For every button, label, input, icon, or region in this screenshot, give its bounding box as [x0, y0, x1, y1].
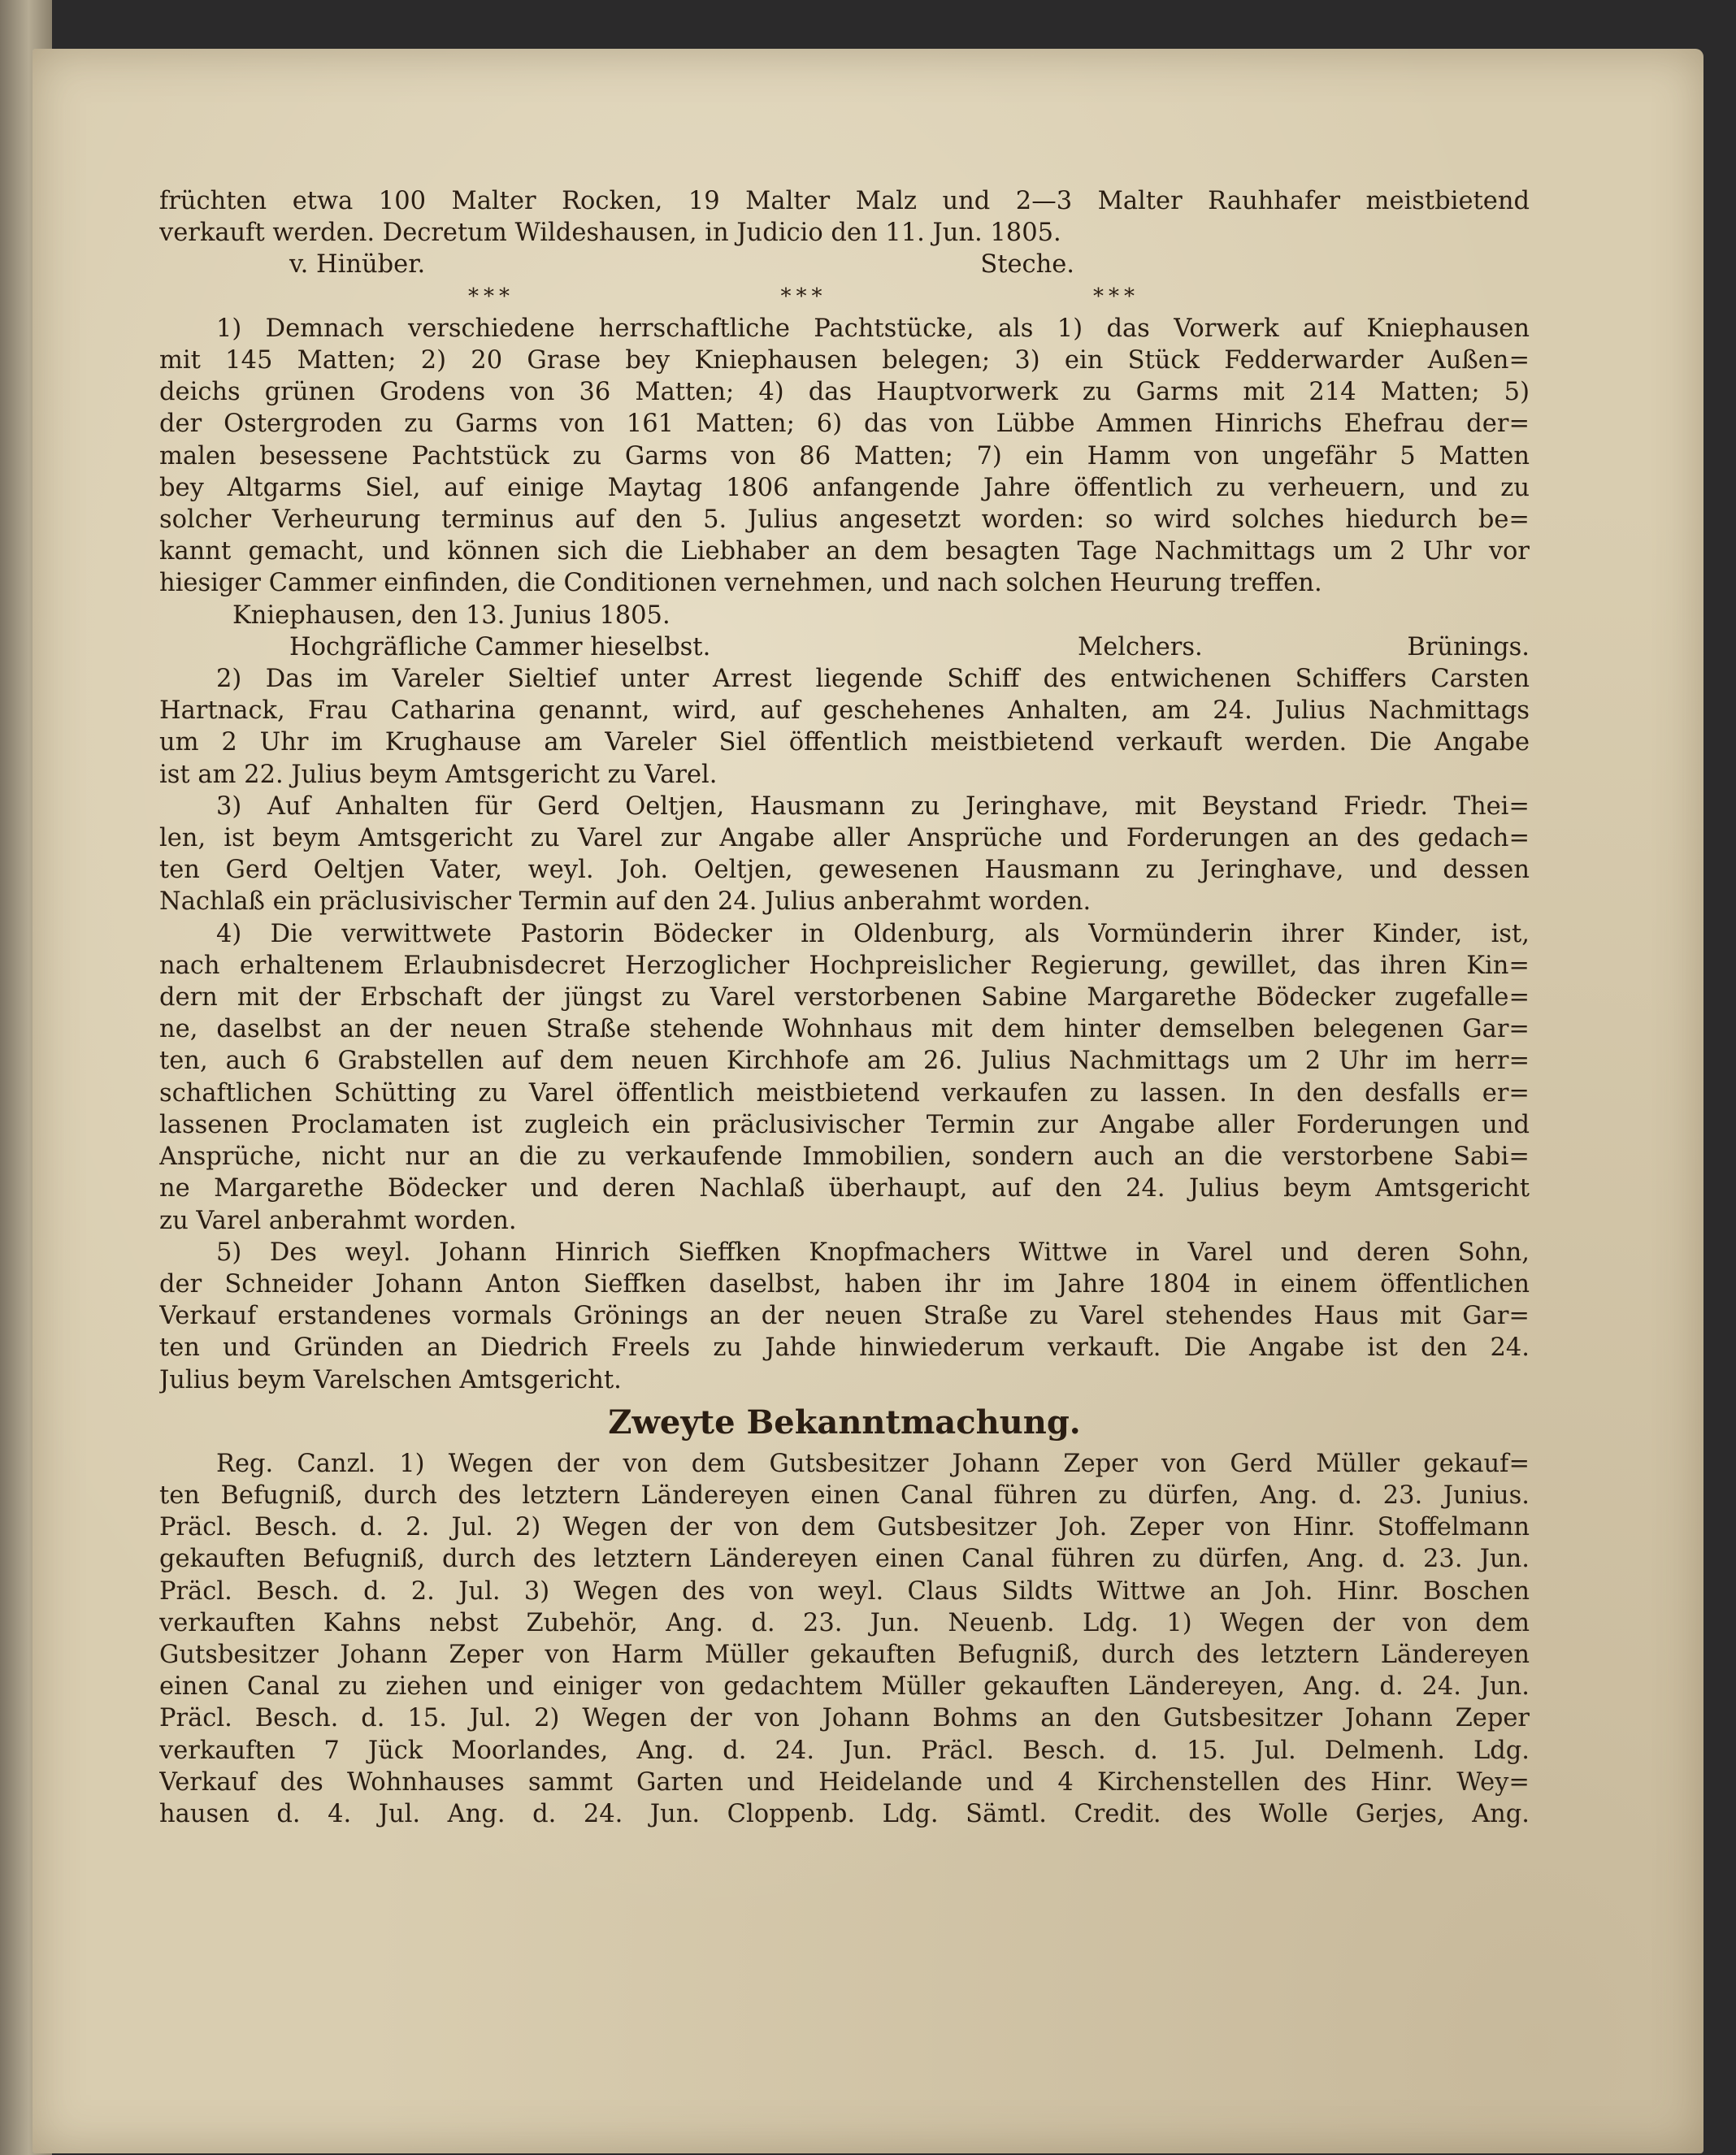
- text-line: 1) Demnach verschiedene herrschaftliche Pachtstücke, als 1) das Vorwerk auf Kniephausen: [216, 314, 1530, 343]
- text-line: malen besessene Pachtstück zu Garms von 86 Matten; 7) ein Hamm von ungefähr 5 Matten: [159, 441, 1530, 470]
- text-line: ist am 22. Julius beym Amtsgericht zu Varel.: [159, 760, 718, 789]
- signature-name: Melchers.: [1077, 632, 1203, 661]
- announcement-3: [159, 791, 1530, 918]
- text-line: einen Canal zu ziehen und einiger von gedachtem Müller gekauften Ländereyen, Ang. d. 24. Jun.: [159, 1672, 1530, 1702]
- text-line: 5) Des weyl. Johann Hinrich Sieffken Knopfmachers Wittwe in Varel und deren Sohn,: [216, 1238, 1530, 1267]
- text-line: Nachlaß ein präclusivischer Termin auf den 24. Julius anberahmt worden.: [159, 887, 1092, 917]
- text-line: um 2 Uhr im Krughause am Vareler Siel öffentlich meistbietend verkauft werden. Die Angabe: [159, 728, 1530, 757]
- text-line: nach erhaltenem Erlaubnisdecret Herzoglicher Hochpreislicher Regierung, gewillet, das ihren Kin=: [159, 951, 1530, 980]
- text-line: der Ostergroden zu Garms von 161 Matten; 6) das von Lübbe Ammen Hinrichs Ehefrau der=: [159, 410, 1530, 439]
- signature-name: Hochgräfliche Cammer hieselbst.: [289, 632, 711, 661]
- text-line: Präcl. Besch. d. 2. Jul. 2) Wegen der von dem Gutsbesitzer Joh. Zeper von Hinr. Stoffelmann: [159, 1513, 1530, 1542]
- asterism: ***: [1093, 284, 1139, 309]
- text-line: zu Varel anberahmt worden.: [159, 1206, 517, 1235]
- document-text: [159, 185, 1530, 1830]
- text-line: 3) Auf Anhalten für Gerd Oeltjen, Hausmann zu Jeringhave, mit Beystand Friedr. Thei=: [216, 791, 1530, 821]
- signature-name: Brünings.: [1407, 632, 1530, 661]
- announcement-5: [159, 1237, 1530, 1396]
- text-line: verkauft werden. Decretum Wildeshausen, in Judicio den 11. Jun. 1805.: [159, 219, 1061, 248]
- section-divider-stars: [159, 281, 1530, 313]
- text-line: deichs grünen Grodens von 36 Matten; 4) das Hauptvorwerk zu Garms mit 214 Matten; 5): [159, 378, 1530, 407]
- signature-name: v. Hinüber.: [289, 250, 426, 280]
- text-line: Hartnack, Frau Catharina genannt, wird, auf geschehenes Anhalten, am 24. Julius Nachmittags: [159, 696, 1530, 726]
- text-line: solcher Verheurung terminus auf den 5. Julius angesetzt worden: so wird solches hiedurch be=: [159, 505, 1530, 535]
- text-line: Verkauf des Wohnhauses sammt Garten und Heidelande und 4 Kirchenstellen des Hinr. Wey=: [159, 1767, 1530, 1797]
- announcement-second-notice: [159, 1448, 1530, 1830]
- asterism: ***: [780, 284, 827, 309]
- text-line: 4) Die verwittwete Pastorin Bödecker in Oldenburg, als Vormünderin ihrer Kinder, ist,: [216, 919, 1530, 948]
- text-line: verkauften 7 Jück Moorlandes, Ang. d. 24. Jun. Präcl. Besch. d. 15. Jul. Delmenh. Ldg.: [159, 1736, 1530, 1765]
- text-line: Präcl. Besch. d. 2. Jul. 3) Wegen des von weyl. Claus Sildts Wittwe an Joh. Hinr. Boschen: [159, 1576, 1530, 1606]
- announcement-1: [159, 313, 1530, 600]
- signature-name: Steche.: [980, 250, 1074, 280]
- text-line: mit 145 Matten; 2) 20 Grase bey Kniephausen belegen; 3) ein Stück Fedderwarder Außen=: [159, 346, 1530, 375]
- place-date: Kniephausen, den 13. Junius 1805.: [232, 601, 671, 630]
- text-line: ne Margarethe Bödecker und deren Nachlaß überhaupt, auf den 24. Julius beym Amtsgericht: [159, 1174, 1530, 1203]
- text-line: kannt gemacht, und können sich die Liebhaber an dem besagten Tage Nachmittags um 2 Uhr vor: [159, 537, 1530, 566]
- text-line: ten Befugniß, durch des letztern Ländereyen einen Canal führen zu dürfen, Ang. d. 23. Junius.: [159, 1481, 1530, 1510]
- text-line: Julius beym Varelschen Amtsgericht.: [159, 1365, 622, 1394]
- text-line: bey Altgarms Siel, auf einige Maytag 1806 anfangende Jahre öffentlich zu verheuern, und zu: [159, 473, 1530, 502]
- signature-block-2: [159, 631, 1530, 663]
- text-line: Präcl. Besch. d. 15. Jul. 2) Wegen der von Johann Bohms an den Gutsbesitzer Johann Zeper: [159, 1704, 1530, 1733]
- text-line: ten, auch 6 Grabstellen auf dem neuen Kirchhofe am 26. Julius Nachmittags um 2 Uhr im herr=: [159, 1047, 1530, 1076]
- announcement-2: [159, 663, 1530, 791]
- text-line: dern mit der Erbschaft der jüngst zu Varel verstorbenen Sabine Margarethe Bödecker zugefalle=: [159, 983, 1530, 1012]
- section-heading: Zweyte Bekanntmachung.: [608, 1403, 1081, 1442]
- text-line: ten Gerd Oeltjen Vater, weyl. Joh. Oeltjen, gewesenen Hausmann zu Jeringhave, und dessen: [159, 856, 1530, 885]
- text-line: verkauften Kahns nebst Zubehör, Ang. d. 23. Jun. Neuenb. Ldg. 1) Wegen der von dem: [159, 1608, 1530, 1637]
- text-line: len, ist beym Amtsgericht zu Varel zur Angabe aller Ansprüche und Forderungen an des gedach=: [159, 824, 1530, 853]
- signature-block-1: [159, 249, 1530, 280]
- text-line: Reg. Canzl. 1) Wegen der von dem Gutsbesitzer Johann Zeper von Gerd Müller gekauf=: [216, 1449, 1530, 1478]
- text-line: Verkauf erstandenes vormals Grönings an der neuen Straße zu Varel stehendes Haus mit Gar=: [159, 1302, 1530, 1331]
- text-line: ten und Gründen an Diedrich Freels zu Jahde hinwiederum verkauft. Die Angabe ist den 24.: [159, 1333, 1530, 1363]
- text-line: früchten etwa 100 Malter Rocken, 19 Malter Malz und 2—3 Malter Rauhhafer meistbietend: [159, 187, 1530, 215]
- text-line: schaftlichen Schütting zu Varel öffentlich meistbietend verkaufen zu lassen. In den desfalls er=: [159, 1078, 1530, 1108]
- asterism: ***: [468, 284, 514, 309]
- text-line: hausen d. 4. Jul. Ang. d. 24. Jun. Cloppenb. Ldg. Sämtl. Credit. des Wolle Gerjes, Ang.: [159, 1799, 1530, 1828]
- text-line: der Schneider Johann Anton Sieffken daselbst, haben ihr im Jahre 1804 in einem öffentlichen: [159, 1269, 1530, 1299]
- text-line: Ansprüche, nicht nur an die zu verkaufende Immobilien, sondern auch an die verstorbene Sabi=: [159, 1143, 1530, 1172]
- text-line: hiesiger Cammer einfinden, die Conditionen vernehmen, und nach solchen Heurung treffen.: [159, 569, 1322, 598]
- document-page: [33, 49, 1703, 2153]
- text-line: lassenen Proclamaten ist zugleich ein präclusivischer Termin zur Angabe aller Forderungen und: [159, 1110, 1530, 1139]
- text-line: 2) Das im Vareler Sieltief unter Arrest liegende Schiff des entwichenen Schiffers Carsten: [216, 665, 1530, 694]
- text-line: gekauften Befugniß, durch des letztern Ländereyen einen Canal führen zu dürfen, Ang. d. 23. Jun.: [159, 1545, 1530, 1574]
- text-line: ne, daselbst an der neuen Straße stehende Wohnhaus mit dem hinter demselben belegenen Gar=: [159, 1015, 1530, 1044]
- announcement-4: [159, 918, 1530, 1237]
- text-line: Gutsbesitzer Johann Zeper von Harm Müller gekauften Befugniß, durch des letztern Ländereyen: [159, 1640, 1530, 1669]
